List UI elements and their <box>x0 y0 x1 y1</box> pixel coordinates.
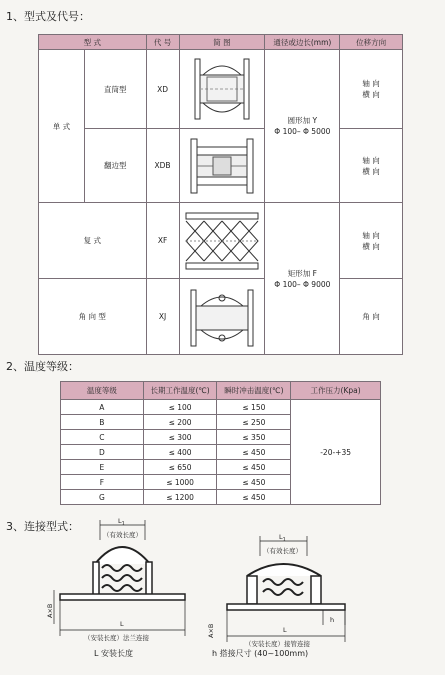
type-code: XF <box>146 203 179 279</box>
direction-lateral: 横 向 <box>362 166 380 176</box>
side-ab-label: A×B <box>207 623 215 638</box>
grade-cell: D <box>61 445 144 460</box>
short-temp-cell: ≤ 450 <box>217 475 291 490</box>
type-code: XDB <box>146 129 179 203</box>
header-direction: 位移方向 <box>340 35 403 50</box>
type-code: XJ <box>146 279 179 355</box>
l1-label: $L_1$ <box>279 533 286 543</box>
pressure-cell: -20-+35 <box>291 400 381 505</box>
compound-expansion-joint-icon <box>182 207 262 275</box>
diagram-straight <box>179 50 265 129</box>
effective-length-label: （有效长度） <box>103 531 142 539</box>
header-diameter: 通径或边长(mm) <box>265 35 340 50</box>
direction-lateral: 横 向 <box>362 90 380 99</box>
type-name: 角 向 型 <box>39 279 147 355</box>
short-temp-cell: ≤ 450 <box>217 445 291 460</box>
type-name: 复 式 <box>39 203 147 279</box>
table-row <box>39 279 403 355</box>
type-table <box>38 34 403 355</box>
flange-install-label: （安装长度）法兰连接 <box>84 634 149 642</box>
rect-spec-line2: Φ 100– Φ 9000 <box>274 279 331 289</box>
pipe-connection-diagram <box>205 530 365 655</box>
h-label: h <box>330 616 335 624</box>
long-temp-cell: ≤ 400 <box>143 445 217 460</box>
side-ab-label: A×B <box>46 603 54 618</box>
long-temp-cell: ≤ 650 <box>143 460 217 475</box>
effective-length-label: （有效长度） <box>263 547 302 555</box>
grade-cell: G <box>61 490 144 505</box>
table-row <box>61 400 381 415</box>
header-diagram: 简 图 <box>179 35 265 50</box>
short-temp-cell: ≤ 450 <box>217 490 291 505</box>
section-title-temperature: 2、温度等级： <box>6 360 79 373</box>
install-length-l-label: L <box>283 626 287 634</box>
flanged-expansion-joint-icon <box>183 133 261 199</box>
header-type: 型 式 <box>39 35 147 50</box>
short-temp-cell: ≤ 450 <box>217 460 291 475</box>
table-row <box>39 50 403 129</box>
type-code: XD <box>146 50 179 129</box>
long-temp-cell: ≤ 1000 <box>143 475 217 490</box>
table-row <box>39 129 403 203</box>
single-type-label: 单 式 <box>39 50 85 203</box>
flange-connection-diagram <box>40 512 205 652</box>
section-title-connection: 3、连接型式： <box>6 520 79 533</box>
table-row <box>39 203 403 279</box>
header-long-temp: 长期工作温度(℃) <box>143 382 217 400</box>
diagram-angular <box>179 279 265 355</box>
long-temp-cell: ≤ 300 <box>143 430 217 445</box>
l1-label: $L_1$ <box>118 517 125 527</box>
long-temp-cell: ≤ 100 <box>143 400 217 415</box>
direction-cell <box>340 50 403 129</box>
header-code: 代 号 <box>146 35 179 50</box>
long-temp-cell: ≤ 200 <box>143 415 217 430</box>
round-spec-line1: 圆形加 Y <box>287 116 318 125</box>
grade-cell: E <box>61 460 144 475</box>
round-spec <box>265 50 340 203</box>
round-spec-line2: Φ 100– Φ 5000 <box>274 127 331 136</box>
direction-angular: 角 向 <box>362 312 380 321</box>
rect-spec <box>265 203 340 355</box>
type-table-header <box>39 35 403 50</box>
long-temp-cell: ≤ 1200 <box>143 490 217 505</box>
direction-cell <box>340 129 403 203</box>
direction-cell <box>340 203 403 279</box>
header-short-temp: 瞬时冲击温度(℃) <box>217 382 291 400</box>
grade-cell: B <box>61 415 144 430</box>
direction-axial: 轴 向 <box>362 79 380 88</box>
grade-cell: F <box>61 475 144 490</box>
short-temp-cell: ≤ 250 <box>217 415 291 430</box>
direction-axial: 轴 向 <box>362 155 380 165</box>
temperature-table <box>60 381 381 505</box>
type-name: 直筒型 <box>84 50 146 129</box>
pipe-install-label: （安装长度）接管连接 <box>245 640 310 648</box>
header-grade: 温度等级 <box>61 382 144 400</box>
temperature-table-header <box>61 382 381 400</box>
flange-caption: L 安装长度 <box>94 649 133 658</box>
short-temp-cell: ≤ 350 <box>217 430 291 445</box>
grade-cell: A <box>61 400 144 415</box>
direction-axial: 轴 向 <box>362 230 380 240</box>
angular-expansion-joint-icon <box>183 282 261 352</box>
grade-cell: C <box>61 430 144 445</box>
install-length-l-label: L <box>120 620 124 628</box>
direction-lateral: 横 向 <box>362 241 380 251</box>
direction-cell <box>340 279 403 355</box>
pipe-caption: h 搭接尺寸 (40~100mm) <box>212 649 309 658</box>
header-pressure: 工作压力(Kpa) <box>291 382 381 400</box>
diagram-compound <box>179 203 265 279</box>
diagram-flanged <box>179 129 265 203</box>
type-name: 翻边型 <box>84 129 146 203</box>
rect-spec-line1: 矩形加 F <box>287 268 317 278</box>
short-temp-cell: ≤ 150 <box>217 400 291 415</box>
section-title-types: 1、型式及代号： <box>6 10 90 23</box>
straight-expansion-joint-icon <box>183 53 261 125</box>
